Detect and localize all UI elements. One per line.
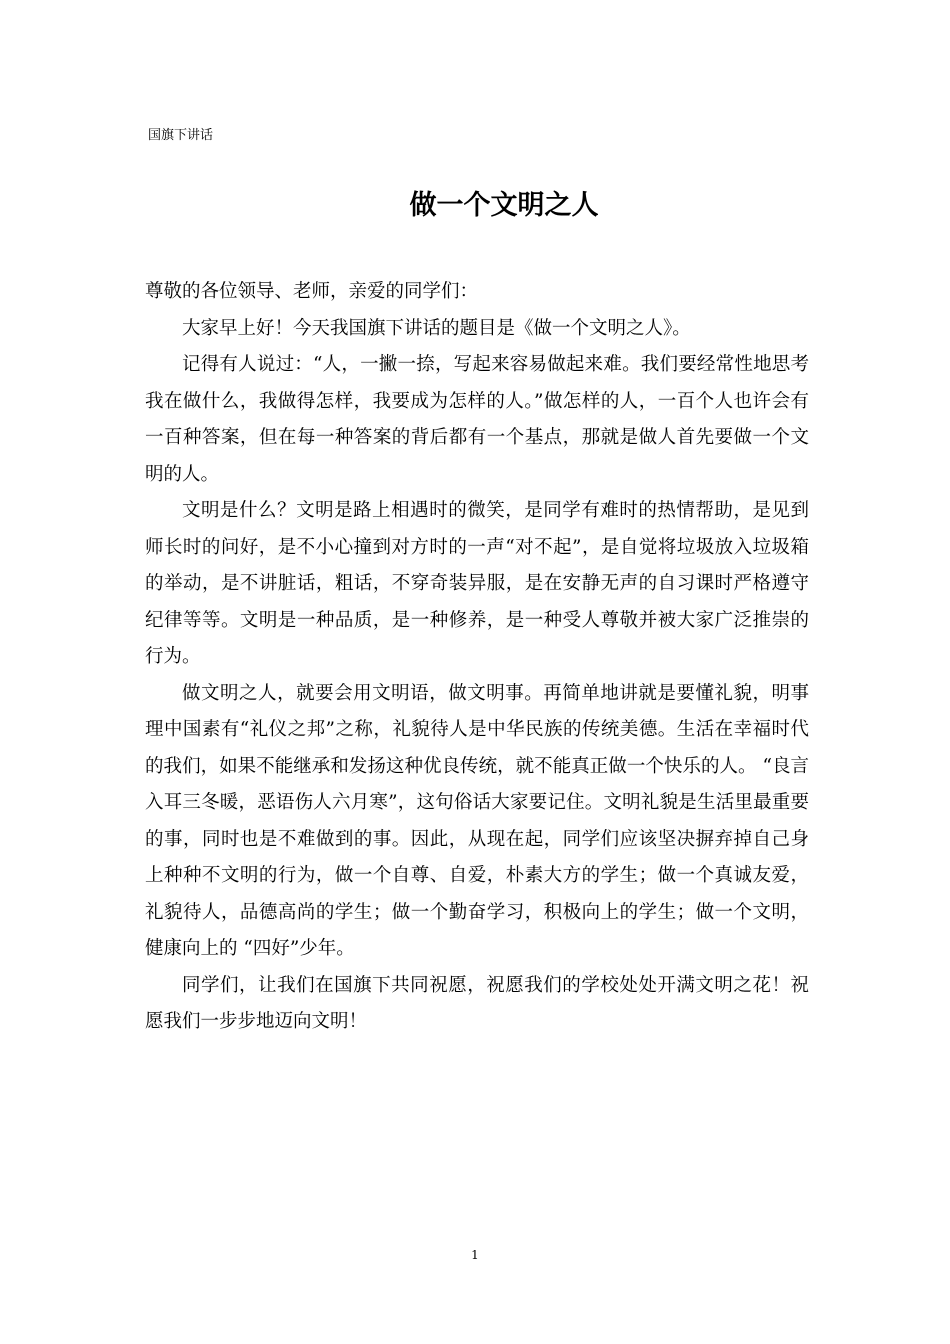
document-title: 做一个文明之人: [409, 190, 599, 221]
paragraph-be-civil: 做文明之人，就要会用文明语，做文明事。再简单地讲就是要懂礼貌，明事理中国素有“礼仪之邦”之称，礼貌待人是中华民族的传统美德。生活在幸福时代的我们，如果不能继承和发扬这种优良传统，就不能真正做一个快乐的人。 “良言入耳三冬暖，恶语伤人六月寒”，这句俗话大家要记住。文明礼貌是生活里最重要的事，同时也是不难做到的事。因此，从现在起，同学们应该坚决摒弃掉自己身上种种不文明的行为，做一个自尊、自爱，朴素大方的学生；做一个真诚友爱，礼貌待人，品德高尚的学生；做一个勤奋学习，积极向上的学生；做一个文明，健康向上的 “四好”少年。: [145, 682, 809, 959]
document-body: [145, 274, 809, 1041]
salutation: 尊敬的各位领导、老师，亲爱的同学们：: [145, 281, 479, 302]
paragraph-what-is-civility: 文明是什么？文明是路上相遇时的微笑，是同学有难时的热情帮助，是见到师长时的问好，是不小心撞到对方时的一声“对不起”，是自觉将垃圾放入垃圾箱的举动，是不讲脏话，粗话，不穿奇装异服，是在安静无声的自习课时严格遵守纪律等等。文明是一种品质，是一种修养，是一种受人尊敬并被大家广泛推崇的行为。: [145, 500, 809, 667]
page-number: 1: [471, 1248, 479, 1262]
header-label: 国旗下讲话: [148, 128, 214, 143]
paragraph-greeting: 大家早上好！今天我国旗下讲话的题目是《做一个文明之人》。: [182, 317, 691, 339]
paragraph-quote: 记得有人说过：“人，一撇一捺，写起来容易做起来难。我们要经常性地思考我在做什么，我做得怎样，我要成为怎样的人。”做怎样的人，一百个人也许会有一百种答案，但在每一种答案的背后都有一个基点，那就是做人首先要做一个文明的人。: [145, 354, 809, 485]
paragraph-closing: 同学们，让我们在国旗下共同祝愿，祝愿我们的学校处处开满文明之花！祝愿我们一步步地迈向文明！: [145, 974, 809, 1032]
